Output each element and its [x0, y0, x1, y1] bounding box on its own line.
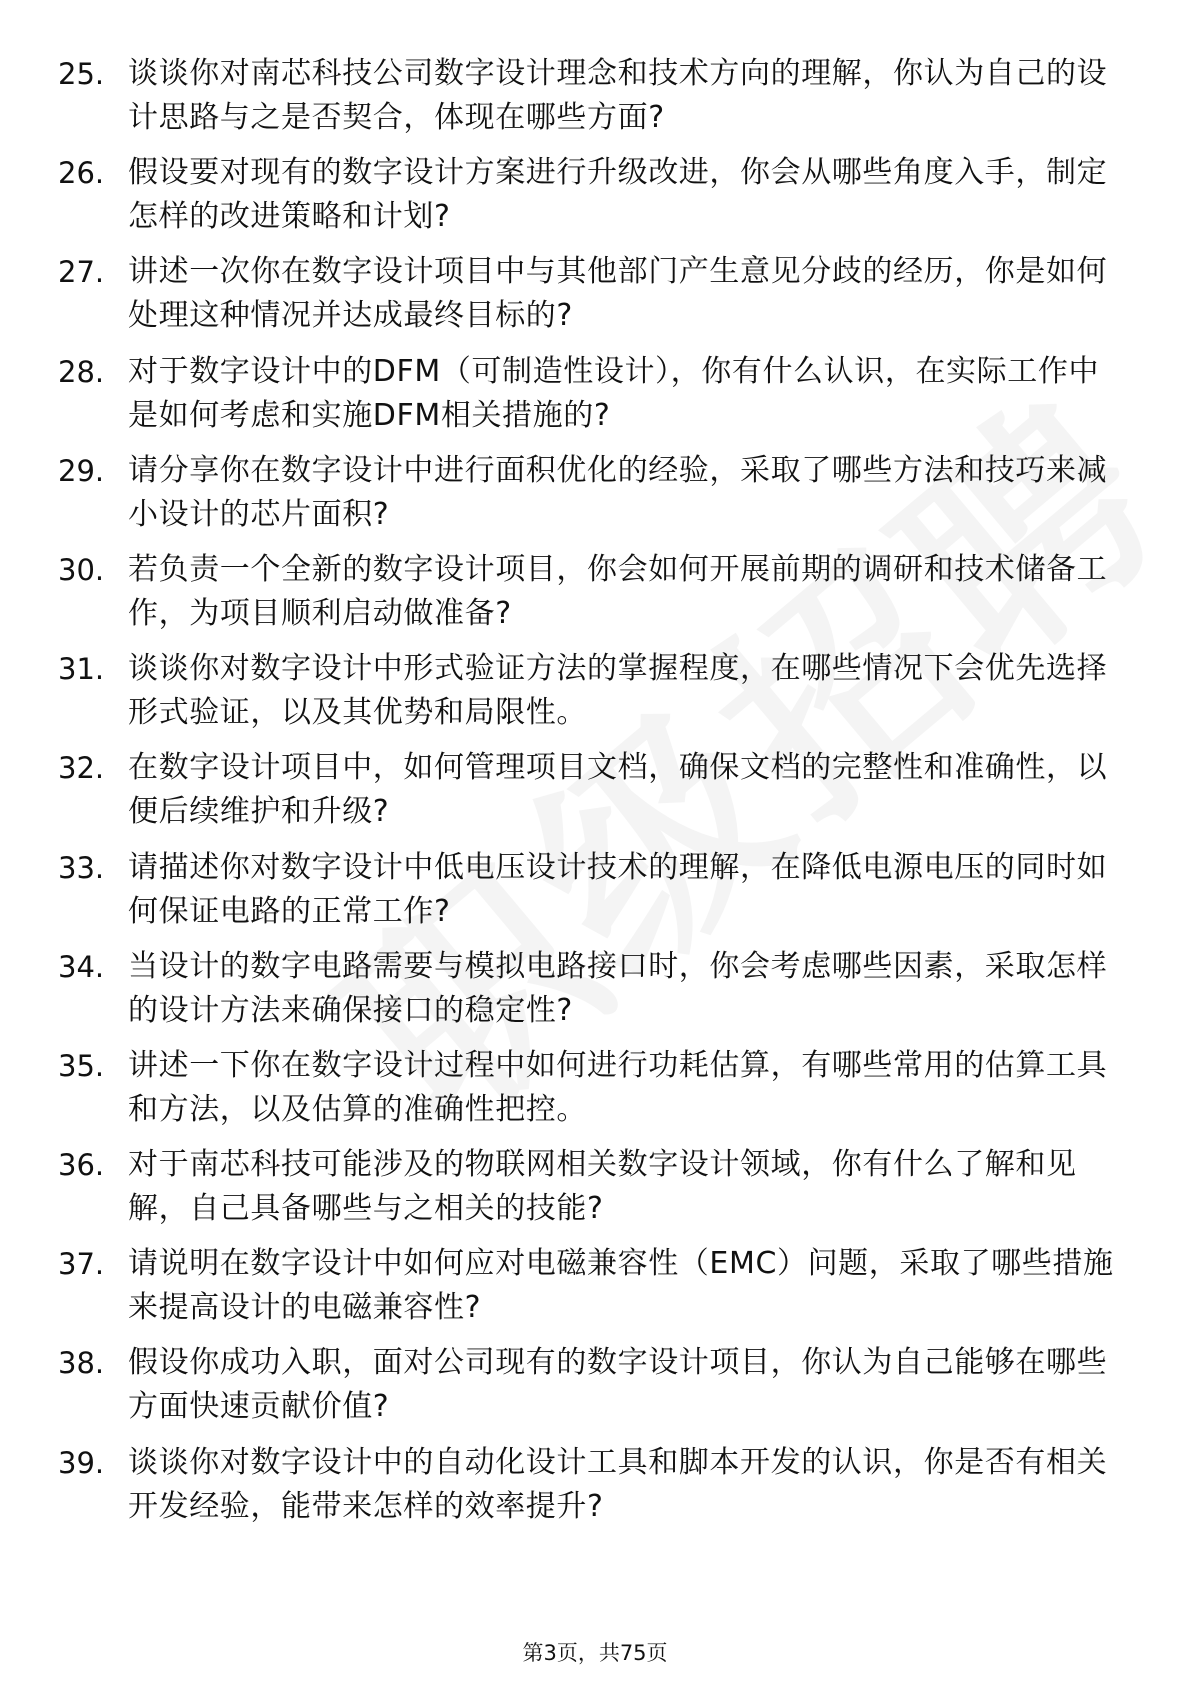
question-number: 29. — [58, 453, 105, 488]
list-item — [0, 1143, 1190, 1242]
list-item — [0, 1441, 1190, 1540]
question-number: 34. — [58, 949, 105, 984]
question-text: 谈谈你对数字设计中的自动化设计工具和脚本开发的认识，你是否有相关开发经验，能带来怎样的效率提升? — [128, 1444, 1108, 1524]
question-text: 请分享你在数字设计中进行面积优化的经验，采取了哪些方法和技巧来减小设计的芯片面积? — [128, 452, 1108, 532]
question-text: 讲述一次你在数字设计项目中与其他部门产生意见分歧的经历，你是如何处理这种情况并达成最终目标的? — [128, 254, 1108, 334]
list-item — [0, 548, 1190, 647]
list-item — [0, 350, 1190, 449]
question-number: 33. — [58, 850, 105, 885]
question-text: 假设你成功入职，面对公司现有的数字设计项目，你认为自己能够在哪些方面快速贡献价值? — [128, 1345, 1108, 1425]
question-text: 若负责一个全新的数字设计项目，你会如何开展前期的调研和技术储备工作，为项目顺利启动做准备? — [128, 551, 1108, 631]
question-text: 谈谈你对南芯科技公司数字设计理念和技术方向的理解，你认为自己的设计思路与之是否契合，体现在哪些方面? — [128, 56, 1108, 135]
page-number-footer: 第3页，共75页 — [522, 1641, 668, 1665]
question-text: 谈谈你对数字设计中形式验证方法的掌握程度，在哪些情况下会优先选择形式验证，以及其优势和局限性。 — [128, 651, 1108, 731]
question-number: 30. — [58, 552, 105, 587]
question-number: 27. — [58, 255, 105, 290]
list-item — [0, 449, 1190, 548]
question-number: 28. — [58, 354, 105, 389]
question-number: 36. — [58, 1148, 105, 1183]
list-item — [0, 1044, 1190, 1143]
question-number: 35. — [58, 1048, 105, 1083]
list-item — [0, 151, 1190, 250]
question-text: 当设计的数字电路需要与模拟电路接口时，你会考虑哪些因素，采取怎样的设计方法来确保接口的稳定性? — [128, 948, 1108, 1028]
list-item — [0, 746, 1190, 845]
list-item — [0, 1242, 1190, 1341]
question-number: 37. — [58, 1247, 105, 1282]
question-number: 25. — [58, 57, 105, 91]
list-item — [0, 52, 1190, 151]
question-text: 在数字设计项目中，如何管理项目文档，确保文档的完整性和准确性，以便后续维护和升级? — [128, 750, 1108, 830]
list-item — [0, 250, 1190, 349]
question-number: 38. — [58, 1346, 105, 1381]
question-number: 26. — [58, 156, 105, 191]
question-text: 对于南芯科技可能涉及的物联网相关数字设计领域，你有什么了解和见解，自己具备哪些与之相关的技能? — [128, 1147, 1077, 1227]
question-list — [0, 52, 1190, 1540]
question-text: 假设要对现有的数字设计方案进行升级改进，你会从哪些角度入手，制定怎样的改进策略和计划? — [128, 155, 1108, 235]
list-item — [0, 846, 1190, 945]
list-item — [0, 647, 1190, 746]
question-text: 请说明在数字设计中如何应对电磁兼容性（EMC）问题，采取了哪些措施来提高设计的电磁兼容性? — [128, 1246, 1114, 1326]
question-text: 请描述你对数字设计中低电压设计技术的理解，在降低电源电压的同时如何保证电路的正常工作? — [128, 849, 1108, 929]
question-text: 讲述一下你在数字设计过程中如何进行功耗估算，有哪些常用的估算工具和方法，以及估算的准确性把控。 — [128, 1047, 1108, 1127]
list-item — [0, 1341, 1190, 1440]
question-number: 31. — [58, 652, 105, 687]
list-item — [0, 945, 1190, 1044]
question-number: 32. — [58, 751, 105, 786]
question-text: 对于数字设计中的DFM（可制造性设计），你有什么认识，在实际工作中是如何考虑和实施DFM相关措施的? — [128, 353, 1100, 433]
question-number: 39. — [58, 1445, 105, 1480]
